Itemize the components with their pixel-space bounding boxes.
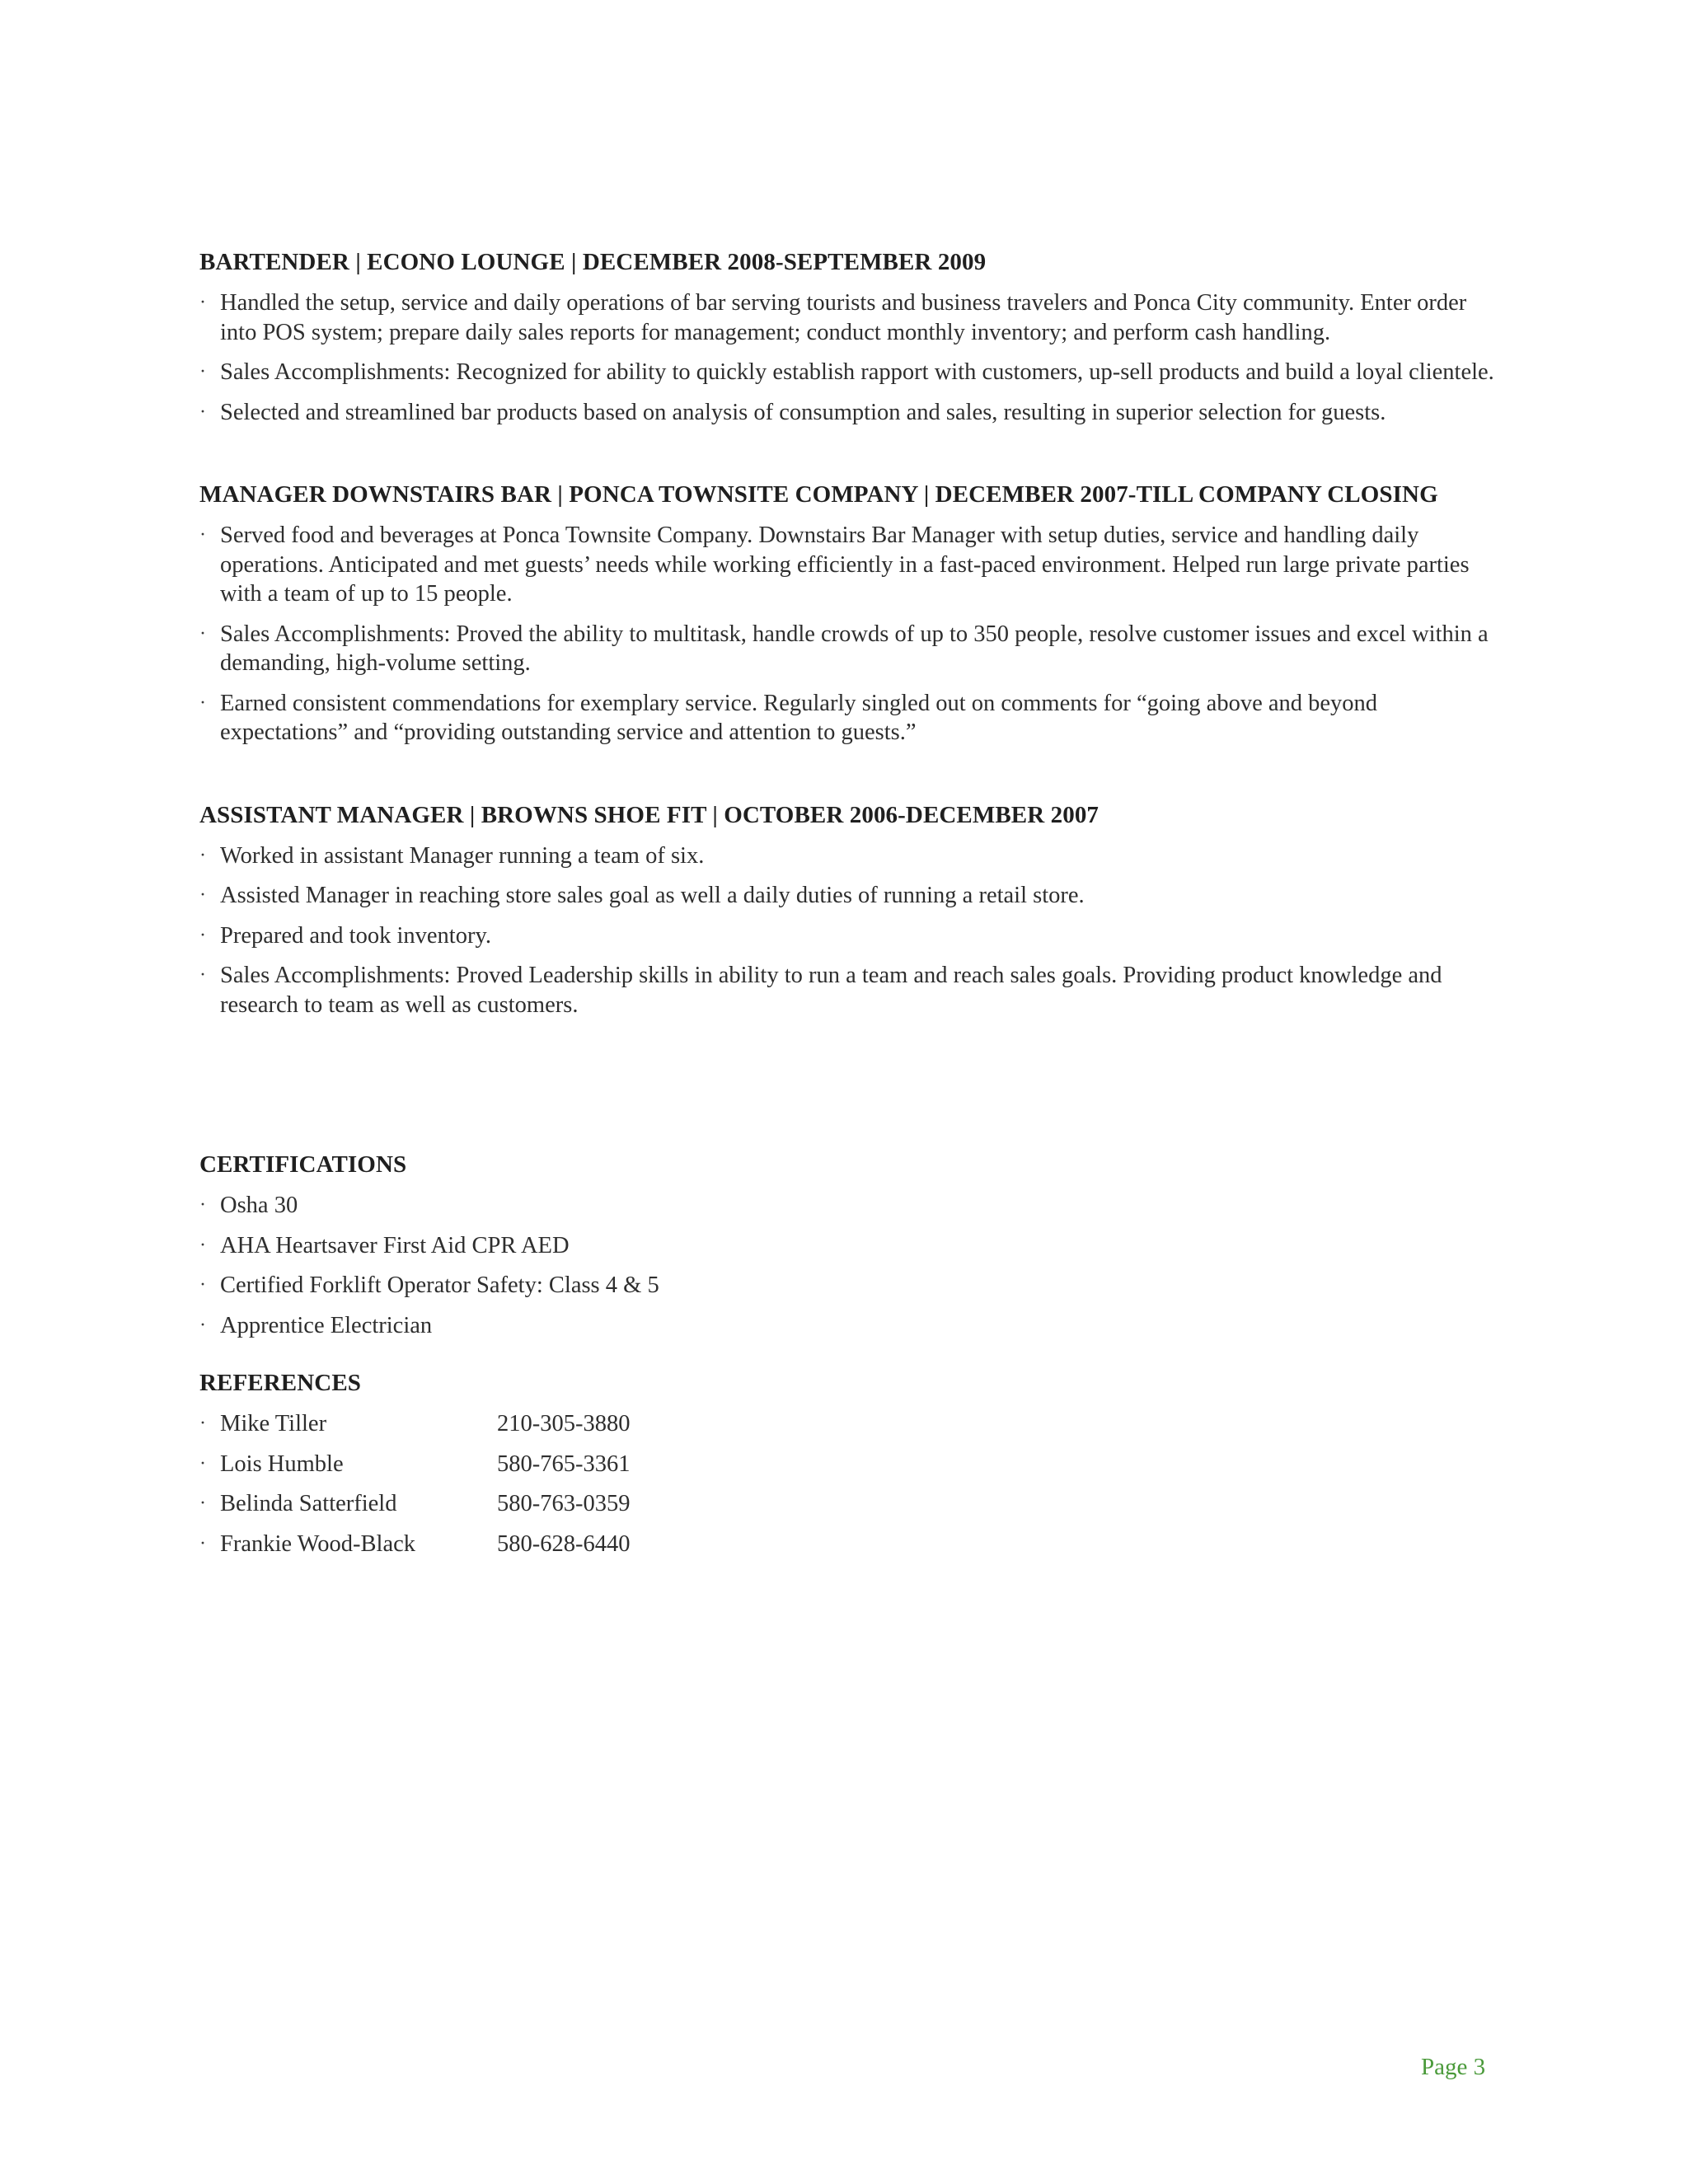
bullet-icon: · [199, 844, 206, 866]
job-section-manager-downstairs-bar [199, 480, 1502, 748]
bullet-icon: · [199, 622, 206, 644]
bullet-text: Sales Accomplishments: Recognized for ability to quickly establish rapport with customers, up-sell products and build a loyal clientele. [220, 359, 1494, 385]
bullet-icon: · [199, 361, 206, 382]
bullet-text: Earned consistent commendations for exemplary service. Regularly singled out on comments for “going above and beyond expectations” and “providing outstanding service and attention to guests.” [220, 690, 1378, 745]
job-section-assistant-manager [199, 800, 1502, 1020]
bullet-icon: · [199, 884, 206, 906]
list-item [199, 881, 1502, 911]
bullet-icon: · [199, 964, 206, 986]
certification-text: Certified Forklift Operator Safety: Class 4 & 5 [220, 1272, 659, 1298]
reference-name: Lois Humble [220, 1451, 344, 1477]
list-item [199, 398, 1502, 428]
list-item [199, 521, 1502, 609]
list-item [199, 288, 1502, 347]
list-item [199, 1311, 1502, 1341]
reference-item [199, 1530, 1502, 1559]
bullet-icon: · [199, 1452, 206, 1474]
bullet-icon: · [199, 1532, 206, 1554]
bullet-text: Sales Accomplishments: Proved the ability to multitask, handle crowds of up to 350 people, resolve customer issues and excel within a demanding, high-volume setting. [220, 621, 1489, 676]
reference-name: Mike Tiller [220, 1411, 327, 1436]
certifications-heading: CERTIFICATIONS [199, 1151, 407, 1178]
reference-item [199, 1489, 1502, 1519]
job-title: BARTENDER | ECONO LOUNGE | DECEMBER 2008-SEPTEMBER 2009 [199, 249, 987, 275]
job-title: ASSISTANT MANAGER | BROWNS SHOE FIT | OCTOBER 2006-DECEMBER 2007 [199, 801, 1100, 828]
list-item [199, 358, 1502, 387]
bullet-icon: · [199, 1493, 206, 1514]
reference-phone: 580-628-6440 [497, 1530, 631, 1557]
certifications-list [199, 1191, 1502, 1340]
bullet-icon: · [199, 924, 206, 946]
bullet-text: Handled the setup, service and daily operations of bar serving tourists and business travelers and Ponca City community. Enter order into POS system; prepare daily sales reports for management; conduct monthly inventory; and perform cash handling. [220, 290, 1467, 345]
job-title: MANAGER DOWNSTAIRS BAR | PONCA TOWNSITE COMPANY | DECEMBER 2007-TILL COMPANY CLOSING [199, 481, 1438, 508]
list-item [199, 961, 1502, 1019]
references-heading: REFERENCES [199, 1370, 361, 1396]
bullet-icon: · [199, 1314, 206, 1336]
certification-text: Osha 30 [220, 1193, 298, 1218]
job-bullet-list [199, 521, 1502, 748]
bullet-icon: · [199, 1194, 206, 1216]
bullet-icon: · [199, 1274, 206, 1296]
list-item [199, 1271, 1502, 1301]
bullet-text: Sales Accomplishments: Proved Leadership skills in ability to run a team and reach sales goals. Providing product knowledge and research to team as well as customers. [220, 963, 1442, 1018]
job-section-bartender [199, 247, 1502, 427]
list-item [199, 1231, 1502, 1261]
references-section [199, 1368, 1502, 1558]
certification-text: Apprentice Electrician [220, 1312, 433, 1338]
page-number: Page 3 [1421, 2054, 1486, 2080]
certification-text: AHA Heartsaver First Aid CPR AED [220, 1232, 570, 1258]
list-item [199, 620, 1502, 678]
resume-content [199, 247, 1502, 1569]
job-bullet-list [199, 841, 1502, 1020]
bullet-text: Selected and streamlined bar products based on analysis of consumption and sales, resulting in superior selection for guests. [220, 399, 1386, 425]
bullet-icon: · [199, 292, 206, 313]
list-item [199, 841, 1502, 871]
bullet-icon: · [199, 524, 206, 546]
reference-item [199, 1409, 1502, 1439]
reference-name: Frankie Wood-Black [220, 1530, 416, 1557]
list-item [199, 1191, 1502, 1221]
list-item [199, 689, 1502, 748]
bullet-text: Assisted Manager in reaching store sales goal as well a daily duties of running a retail store. [220, 883, 1085, 908]
bullet-icon: · [199, 1413, 206, 1434]
reference-phone: 580-765-3361 [497, 1451, 631, 1477]
job-bullet-list [199, 288, 1502, 427]
bullet-text: Worked in assistant Manager running a team of six. [220, 842, 705, 869]
bullet-text: Served food and beverages at Ponca Townsite Company. Downstairs Bar Manager with setup duties, service and handling daily operations. Anticipated and met guests’ needs while working efficiently in a fast-paced environment. Helped run large private parties with a team of up to 15 people. [220, 523, 1470, 607]
bullet-icon: · [199, 401, 206, 423]
reference-phone: 580-763-0359 [497, 1491, 631, 1516]
bullet-icon: · [199, 1234, 206, 1256]
certifications-section [199, 1150, 1502, 1340]
bullet-icon: · [199, 691, 206, 714]
reference-name: Belinda Satterfield [220, 1491, 397, 1516]
list-item [199, 921, 1502, 951]
references-list [199, 1409, 1502, 1558]
reference-phone: 210-305-3880 [497, 1411, 631, 1436]
reference-item [199, 1450, 1502, 1479]
bullet-text: Prepared and took inventory. [220, 922, 491, 949]
